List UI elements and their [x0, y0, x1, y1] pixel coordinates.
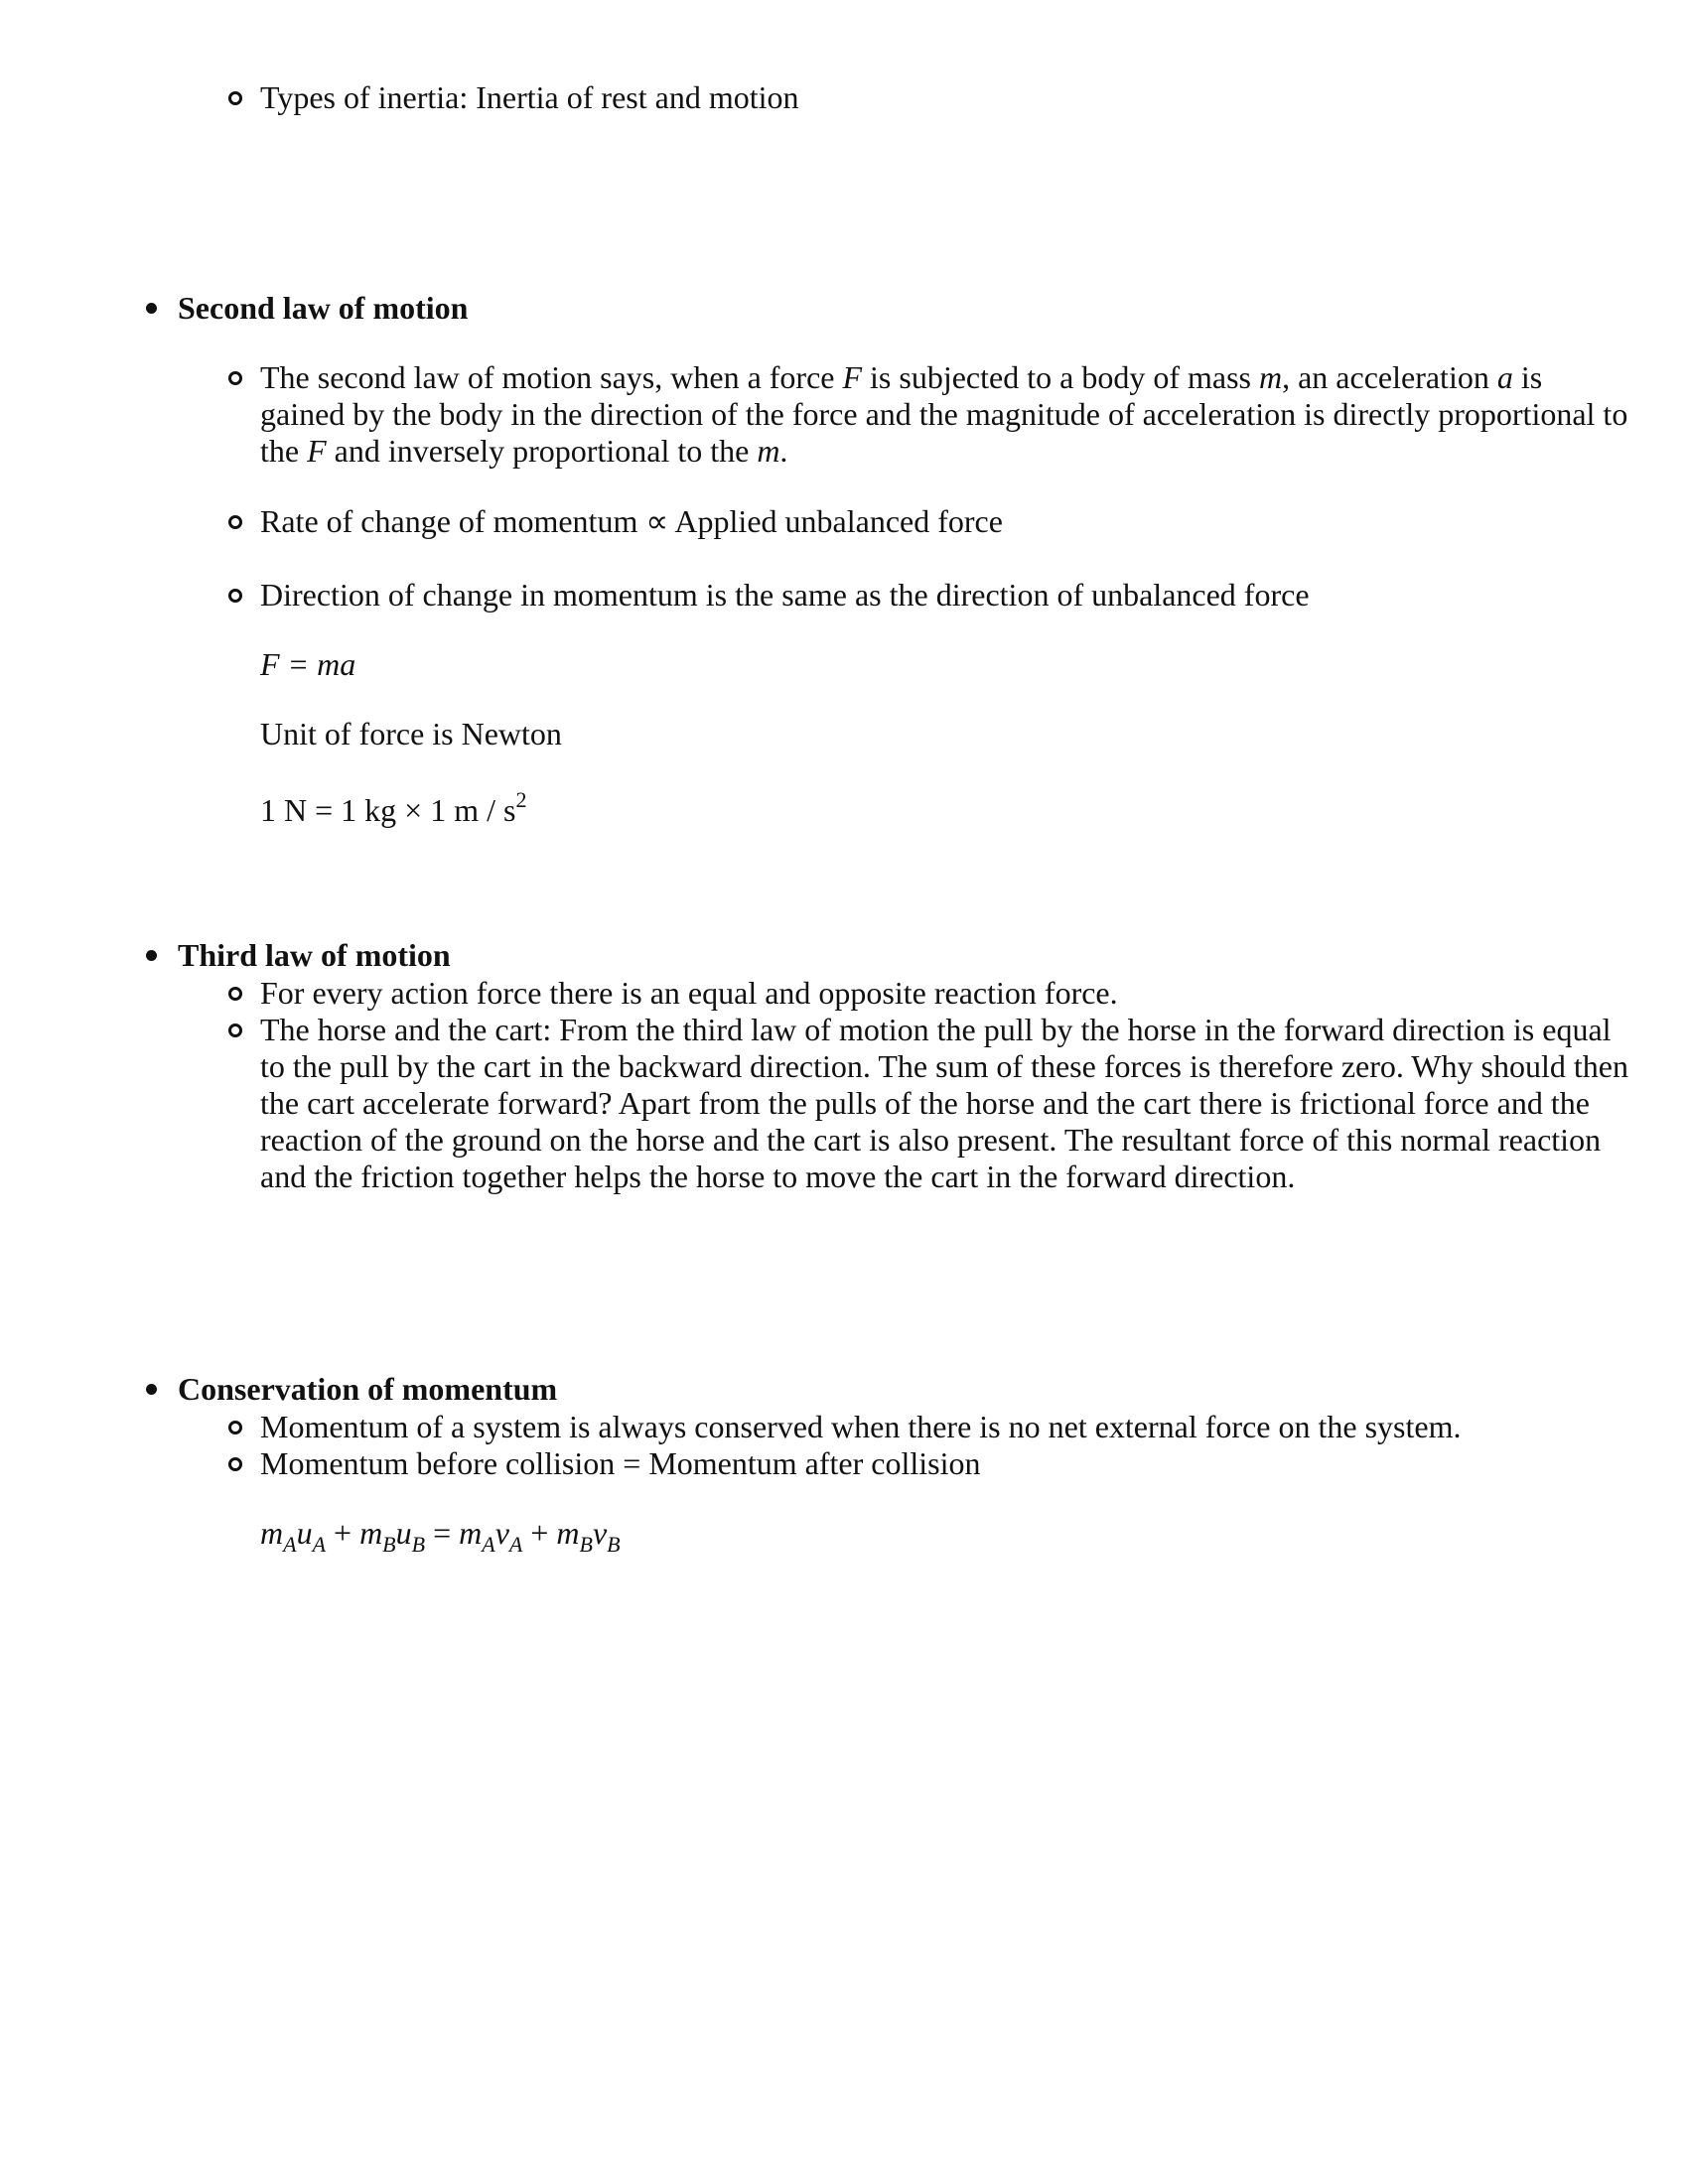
circle-bullet-icon [228, 1457, 242, 1471]
circle-bullet-icon [228, 987, 242, 1001]
circle-bullet-icon [228, 1421, 242, 1434]
momentum-conserved-item: Momentum of a system is always conserved when there is no net external force on the system. [260, 1409, 1462, 1444]
momentum-direction-item: Direction of change in momentum is the same as the direction of unbalanced force [260, 577, 1310, 613]
circle-bullet-icon [228, 515, 242, 529]
force-formula: F = ma [260, 646, 356, 682]
unit-of-force-text: Unit of force is Newton [260, 716, 562, 751]
momentum-rate-item: Rate of change of momentum ∝ Applied unbalanced force [260, 503, 1003, 539]
conservation-heading: Conservation of momentum [178, 1371, 558, 1407]
second-law-definition: The second law of motion says, when a force F is subjected to a body of mass m, an acceleration a is gained by the body in the direction of the force and the magnitude of acceleration is directly proportional to the F and inversely proportional to the m. [260, 359, 1628, 469]
circle-bullet-icon [228, 589, 242, 603]
second-law-heading: Second law of motion [178, 290, 469, 326]
disc-bullet-icon [146, 1384, 157, 1395]
newton-definition: 1 N = 1 kg × 1 m / $s^2$ [260, 787, 527, 828]
inertia-types-item: Types of inertia: Inertia of rest and motion [260, 79, 799, 115]
third-law-heading: Third law of motion [178, 937, 451, 973]
circle-bullet-icon [228, 371, 242, 385]
circle-bullet-icon [228, 91, 242, 105]
disc-bullet-icon [146, 950, 157, 961]
circle-bullet-icon [228, 1024, 242, 1037]
action-reaction-item: For every action force there is an equal and opposite reaction force. [260, 975, 1118, 1011]
horse-cart-item: The horse and the cart: From the third law of motion the pull by the horse in the forward direction is equal to the pull by the cart in the backward direction. The sum of these forces is therefore zero. Why should then the cart accelerate forward? Apart from the pulls of the horse and the cart there is frictional force and the reaction of the ground on the horse and the cart is also present. The resultant force of this normal reaction and the friction together helps the horse to move the cart in the forward direction. [260, 1012, 1628, 1194]
disc-bullet-icon [146, 303, 157, 314]
collision-item: Momentum before collision = Momentum after collision [260, 1445, 981, 1481]
momentum-equation: $m_Au_A + m_Bu_B = m_Av_A + m_Bv_B$ [260, 1515, 621, 1557]
